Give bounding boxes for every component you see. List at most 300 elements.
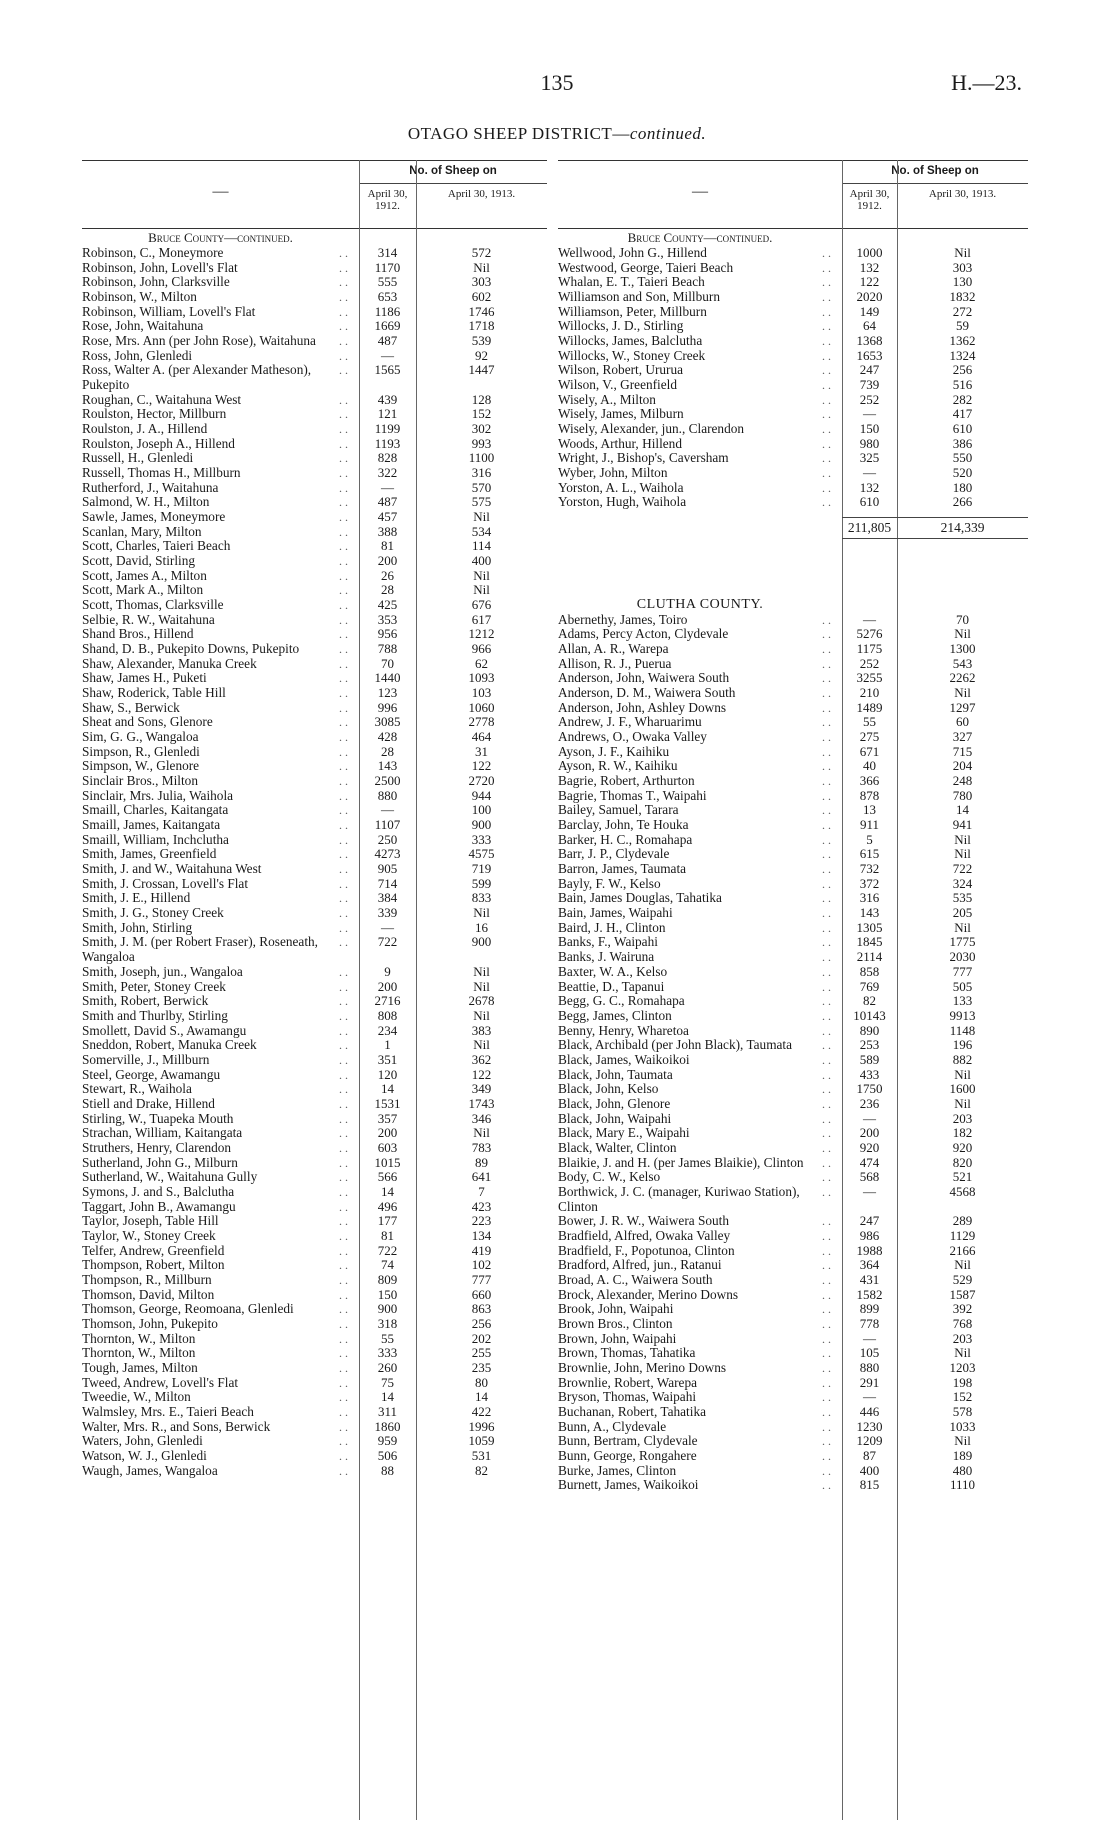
sheep-1912: 55 bbox=[381, 1330, 394, 1346]
owner-name: Brown, John, Waipahi bbox=[558, 1330, 677, 1346]
owner-name: Simpson, R., Glenledi bbox=[82, 743, 200, 759]
section-title: Bruce County—continued. bbox=[627, 230, 773, 245]
left-table bbox=[82, 160, 547, 1820]
leader-dots: . . bbox=[339, 598, 348, 613]
sheep-1912: 1305 bbox=[856, 919, 883, 935]
leader-dots: . . bbox=[339, 1067, 348, 1082]
header-dash: — bbox=[212, 183, 229, 200]
leader-dots: . . bbox=[339, 759, 348, 774]
leader-dots: . . bbox=[822, 774, 831, 789]
owner-name: Taylor, Joseph, Table Hill bbox=[82, 1213, 219, 1229]
owner-name: Somerville, J., Millburn bbox=[82, 1051, 210, 1067]
sheep-1912: 75 bbox=[381, 1374, 394, 1390]
sheep-1913: 204 bbox=[952, 758, 973, 774]
sheep-1912: 339 bbox=[377, 905, 398, 921]
sheep-1913: 182 bbox=[952, 1125, 973, 1141]
leader-dots: . . bbox=[339, 1360, 348, 1375]
leader-dots: . . bbox=[339, 275, 348, 290]
owner-name: Bailey, Samuel, Tarara bbox=[558, 802, 679, 818]
sheep-1913: 14 bbox=[475, 1389, 488, 1405]
sheep-1912: 1440 bbox=[374, 670, 401, 686]
sheep-1913: 2262 bbox=[949, 670, 976, 686]
page-number: 135 bbox=[540, 70, 574, 95]
sheep-1913: 660 bbox=[471, 1286, 492, 1302]
sheep-1912: 384 bbox=[377, 890, 398, 906]
owner-name: Black, John, Waipahi bbox=[558, 1110, 672, 1126]
owner-name: Russell, H., Glenledi bbox=[82, 450, 194, 466]
leader-dots: . . bbox=[822, 1419, 831, 1434]
owner-name: Thompson, R., Millburn bbox=[82, 1271, 212, 1287]
sheep-1912: 81 bbox=[381, 538, 394, 554]
sheep-1913: 768 bbox=[952, 1315, 973, 1331]
sheep-1912: 247 bbox=[859, 362, 880, 378]
leader-dots: . . bbox=[822, 671, 831, 686]
owner-name: Smaill, James, Kaitangata bbox=[82, 817, 221, 833]
owner-name: Bunn, A., Clydevale bbox=[558, 1418, 667, 1434]
sheep-1912: 105 bbox=[859, 1345, 880, 1361]
sheep-1912: — bbox=[863, 1389, 876, 1405]
sheep-1913: 966 bbox=[471, 641, 492, 657]
sheep-1913: 100 bbox=[471, 802, 492, 818]
total-1913: 214,339 bbox=[940, 520, 985, 536]
sheep-1913: 1100 bbox=[468, 450, 495, 466]
owner-name: Brown, Thomas, Tahatika bbox=[558, 1345, 696, 1361]
sheep-1912: — bbox=[381, 802, 394, 818]
sheep-1912: 788 bbox=[377, 641, 398, 657]
sheep-1913: 1297 bbox=[949, 699, 976, 715]
owner-name: Salmond, W. H., Milton bbox=[82, 494, 210, 510]
owner-name: Thornton, W., Milton bbox=[82, 1330, 196, 1346]
sheep-1913: 534 bbox=[471, 523, 492, 539]
sheep-1913: Nil bbox=[473, 582, 490, 598]
owner-name: Roulston, J. A., Hillend bbox=[82, 421, 208, 437]
sheep-1913: 777 bbox=[952, 963, 973, 979]
sheep-1913: Nil bbox=[954, 919, 971, 935]
owner-name: Broad, A. C., Waiwera South bbox=[558, 1271, 713, 1287]
owner-name: Anderson, John, Ashley Downs bbox=[558, 699, 727, 715]
leader-dots: . . bbox=[339, 1419, 348, 1434]
owner-name: Rose, Mrs. Ann (per John Rose), Waitahuna bbox=[82, 333, 316, 349]
owner-name: Banks, J. Wairuna bbox=[558, 949, 655, 965]
sheep-1912: 236 bbox=[859, 1095, 880, 1111]
sheep-1912: 439 bbox=[377, 391, 398, 407]
sheep-1912: 566 bbox=[377, 1169, 398, 1185]
sheep-1913: 7 bbox=[478, 1183, 485, 1199]
sheep-1912: 880 bbox=[859, 1359, 880, 1375]
owner-name: Sawle, James, Moneymore bbox=[82, 509, 226, 525]
sheep-1913: Nil bbox=[473, 259, 490, 275]
leader-dots: . . bbox=[822, 1038, 831, 1053]
owner-name: Sutherland, John G., Milburn bbox=[82, 1154, 238, 1170]
sheep-1912: 314 bbox=[377, 245, 398, 260]
total-rule bbox=[842, 538, 1028, 539]
sheep-1913: 203 bbox=[952, 1330, 973, 1346]
leader-dots: . . bbox=[822, 906, 831, 921]
leader-dots: . . bbox=[822, 642, 831, 657]
sheep-1912: 2020 bbox=[856, 289, 883, 304]
leader-dots: . . bbox=[822, 1111, 831, 1126]
leader-dots: . . bbox=[822, 1067, 831, 1082]
owner-name: Scott, Charles, Taieri Beach bbox=[82, 538, 231, 554]
sheep-1912: 234 bbox=[377, 1022, 398, 1038]
sheep-1912: 890 bbox=[859, 1022, 880, 1038]
leader-dots: . . bbox=[339, 1008, 348, 1023]
sheep-1912: 311 bbox=[377, 1403, 398, 1419]
sheep-1913: 1129 bbox=[949, 1227, 976, 1243]
leader-dots: . . bbox=[339, 1096, 348, 1111]
sheep-1912: 120 bbox=[377, 1066, 398, 1082]
sheep-1913: 60 bbox=[956, 714, 969, 730]
owner-name: Smith, J. E., Hillend bbox=[82, 890, 191, 906]
sheep-1913: 289 bbox=[952, 1213, 973, 1229]
owner-name: Williamson and Son, Millburn bbox=[558, 289, 720, 304]
owner-name: Shand Bros., Hillend bbox=[82, 626, 194, 642]
table-row bbox=[558, 1477, 1028, 1494]
sheep-1913: 1324 bbox=[949, 347, 976, 363]
owner-name: Yorston, A. L., Waihola bbox=[558, 479, 684, 495]
sheep-1912: 732 bbox=[859, 861, 880, 877]
sheep-1912: 858 bbox=[859, 963, 880, 979]
sheep-1913: 1060 bbox=[468, 699, 495, 715]
leader-dots: . . bbox=[339, 1228, 348, 1243]
sheep-1912: 1669 bbox=[374, 318, 401, 334]
sheep-1912: 1 bbox=[384, 1037, 391, 1053]
sheep-1912: 920 bbox=[859, 1139, 880, 1155]
leader-dots: . . bbox=[822, 1390, 831, 1405]
sheep-1912: 291 bbox=[859, 1374, 880, 1390]
sheep-1913: Nil bbox=[473, 1125, 490, 1141]
sheep-1912: 1750 bbox=[856, 1081, 883, 1097]
sheep-1913: Nil bbox=[954, 1433, 971, 1449]
leader-dots: . . bbox=[339, 1170, 348, 1185]
sheep-1913: 102 bbox=[471, 1257, 492, 1273]
leader-dots: . . bbox=[822, 994, 831, 1009]
sheep-1913: 941 bbox=[952, 817, 973, 833]
sheep-1912: 87 bbox=[863, 1447, 876, 1463]
owner-name: Struthers, Henry, Clarendon bbox=[82, 1139, 232, 1155]
owner-name: Black, James, Waikoikoi bbox=[558, 1051, 690, 1067]
sheep-1912: 487 bbox=[377, 494, 398, 510]
sheep-1912: 200 bbox=[377, 978, 398, 994]
sheep-1912: 1186 bbox=[374, 303, 401, 319]
owner-name: Symons, J. and S., Balclutha bbox=[82, 1183, 235, 1199]
sheep-1912: 900 bbox=[377, 1301, 398, 1317]
owner-name: Abernethy, James, Toiro bbox=[558, 611, 688, 627]
owner-name: Sneddon, Robert, Manuka Creek bbox=[82, 1037, 257, 1053]
header-dash: — bbox=[692, 183, 708, 200]
owner-name: Whalan, E. T., Taieri Beach bbox=[558, 274, 705, 290]
owner-name: Buchanan, Robert, Tahatika bbox=[558, 1403, 706, 1419]
sheep-1913: 1832 bbox=[949, 289, 976, 304]
sheep-1912: — bbox=[863, 465, 876, 481]
sheep-1913: 1362 bbox=[949, 333, 976, 349]
sheep-1913: 324 bbox=[952, 875, 973, 891]
sheep-1912: 474 bbox=[859, 1154, 880, 1170]
leader-dots: . . bbox=[339, 1023, 348, 1038]
leader-dots: . . bbox=[822, 1214, 831, 1229]
owner-name: Stewart, R., Waihola bbox=[82, 1081, 192, 1097]
owner-name: Wisely, Alexander, jun., Clarendon bbox=[558, 421, 745, 437]
sheep-1912: 433 bbox=[859, 1066, 880, 1082]
sheep-1913: 1587 bbox=[949, 1286, 976, 1302]
sheep-1913: 1743 bbox=[468, 1095, 495, 1111]
owner-name: Clinton bbox=[558, 1198, 598, 1214]
leader-dots: . . bbox=[339, 979, 348, 994]
owner-name: Bradford, Alfred, jun., Ratanui bbox=[558, 1257, 722, 1273]
sheep-1913: 529 bbox=[952, 1271, 973, 1287]
sheep-1913: 715 bbox=[952, 743, 973, 759]
owner-name: Andrews, O., Owaka Valley bbox=[558, 729, 707, 745]
owner-name: Stiell and Drake, Hillend bbox=[82, 1095, 215, 1111]
owner-name: Shaw, S., Berwick bbox=[82, 699, 180, 715]
sheep-1913: 302 bbox=[471, 421, 492, 437]
sheep-1913: 833 bbox=[471, 890, 492, 906]
leader-dots: . . bbox=[822, 979, 831, 994]
owner-name: Smith, Joseph, jun., Wangaloa bbox=[82, 963, 243, 979]
sheep-1912: 400 bbox=[859, 1462, 880, 1478]
leader-dots: . . bbox=[822, 246, 831, 260]
leader-dots: . . bbox=[822, 422, 831, 437]
sheep-1913: 944 bbox=[471, 787, 492, 803]
sheep-1913: 505 bbox=[952, 978, 973, 994]
owner-name: Walter, Mrs. R., and Sons, Berwick bbox=[82, 1418, 271, 1434]
sheep-1912: 496 bbox=[377, 1198, 398, 1214]
sheep-1913: 256 bbox=[471, 1315, 492, 1331]
sheep-1913: 128 bbox=[471, 391, 492, 407]
leader-dots: . . bbox=[822, 744, 831, 759]
sheep-1913: 617 bbox=[471, 611, 492, 627]
leader-dots: . . bbox=[822, 876, 831, 891]
leader-dots: . . bbox=[339, 642, 348, 657]
sheep-1912: 351 bbox=[377, 1051, 398, 1067]
owner-name: Black, Walter, Clinton bbox=[558, 1139, 677, 1155]
sheep-1913: 82 bbox=[475, 1462, 488, 1478]
total-1912: 211,805 bbox=[847, 520, 892, 536]
sheep-1912: 3085 bbox=[374, 714, 401, 730]
sheep-1912: 55 bbox=[863, 714, 876, 730]
leader-dots: . . bbox=[339, 436, 348, 451]
leader-dots: . . bbox=[822, 1082, 831, 1097]
sheep-1913: 31 bbox=[475, 743, 488, 759]
leader-dots: . . bbox=[339, 920, 348, 935]
owner-name: Wilson, V., Greenfield bbox=[558, 377, 677, 393]
sheep-1913: 1300 bbox=[949, 641, 976, 657]
leader-dots: . . bbox=[822, 1287, 831, 1302]
owner-name: Thomson, George, Reomoana, Glenledi bbox=[82, 1301, 294, 1317]
sheep-1912: 880 bbox=[377, 787, 398, 803]
sheep-1912: 1193 bbox=[374, 435, 401, 451]
sheep-1912: 1988 bbox=[856, 1242, 883, 1258]
sheep-1912: 28 bbox=[381, 582, 394, 598]
leader-dots: . . bbox=[822, 1448, 831, 1463]
sheep-1912: 5 bbox=[866, 831, 873, 847]
sheep-1913: Nil bbox=[473, 978, 490, 994]
page-title bbox=[0, 124, 1114, 144]
sheep-1913: 266 bbox=[952, 494, 973, 510]
sheep-1912: 1845 bbox=[856, 934, 883, 950]
owner-name: Wright, J., Bishop's, Caversham bbox=[558, 450, 729, 466]
owner-name: Wellwood, John G., Hillend bbox=[558, 245, 707, 260]
sheep-1913: 783 bbox=[471, 1139, 492, 1155]
owner-name: Bunn, George, Rongahere bbox=[558, 1447, 697, 1463]
owner-name: Scott, Mark A., Milton bbox=[82, 582, 204, 598]
leader-dots: . . bbox=[822, 788, 831, 803]
sheep-1912: 88 bbox=[381, 1462, 394, 1478]
sheep-1913: 572 bbox=[471, 245, 492, 260]
table-row bbox=[82, 1463, 547, 1480]
owner-name: Thomson, David, Milton bbox=[82, 1286, 215, 1302]
sheep-1913: 480 bbox=[952, 1462, 973, 1478]
sheep-1913: 198 bbox=[952, 1374, 973, 1390]
leader-dots: . . bbox=[822, 1228, 831, 1243]
sheep-1912: 457 bbox=[377, 509, 398, 525]
leader-dots: . . bbox=[339, 774, 348, 789]
sheep-1913: 59 bbox=[956, 318, 969, 334]
leader-dots: . . bbox=[339, 1258, 348, 1273]
sheep-1912: 722 bbox=[377, 934, 398, 950]
sheep-1912: 74 bbox=[381, 1257, 394, 1273]
leader-dots: . . bbox=[822, 1096, 831, 1111]
owner-name: Smaill, Charles, Kaitangata bbox=[82, 802, 229, 818]
sheep-1913: Nil bbox=[954, 1345, 971, 1361]
sheep-1912: 40 bbox=[863, 758, 876, 774]
owner-name: Woods, Arthur, Hillend bbox=[558, 435, 682, 451]
sheep-1912: 1582 bbox=[856, 1286, 883, 1302]
sheep-1912: 996 bbox=[377, 699, 398, 715]
owner-name: Robinson, W., Milton bbox=[82, 289, 197, 304]
sheep-1912: 899 bbox=[859, 1301, 880, 1317]
sheep-1913: Nil bbox=[954, 846, 971, 862]
sheep-1912: 10143 bbox=[853, 1007, 886, 1023]
leader-dots: . . bbox=[339, 495, 348, 510]
sheep-1912: 769 bbox=[859, 978, 880, 994]
owner-name: Wilson, Robert, Ururua bbox=[558, 362, 684, 378]
sheep-1912: 123 bbox=[377, 685, 398, 701]
sheep-1913: 610 bbox=[952, 421, 973, 437]
sheep-1913: 1775 bbox=[949, 934, 976, 950]
sheep-1913: 202 bbox=[471, 1330, 492, 1346]
sheep-1912: 122 bbox=[859, 274, 880, 290]
owner-name: Bower, J. R. W., Waiwera South bbox=[558, 1213, 730, 1229]
sheep-1913: 423 bbox=[471, 1198, 492, 1214]
sheep-1913: 1093 bbox=[468, 670, 495, 686]
leader-dots: . . bbox=[339, 1302, 348, 1317]
table-header bbox=[82, 160, 547, 229]
leader-dots: . . bbox=[822, 480, 831, 495]
leader-dots: . . bbox=[822, 1243, 831, 1258]
sheep-1913: Nil bbox=[473, 963, 490, 979]
sheep-1913: 89 bbox=[475, 1154, 488, 1170]
sheep-1913: 223 bbox=[471, 1213, 492, 1229]
leader-dots: . . bbox=[822, 1008, 831, 1023]
leader-dots: . . bbox=[339, 1140, 348, 1155]
sheep-1912: 2500 bbox=[374, 773, 401, 789]
sheep-1912: 252 bbox=[859, 391, 880, 407]
leader-dots: . . bbox=[339, 246, 348, 260]
owner-name: Barclay, John, Te Houka bbox=[558, 817, 689, 833]
sheep-1912: 388 bbox=[377, 523, 398, 539]
sheep-1912: 250 bbox=[377, 831, 398, 847]
sheep-1912: 200 bbox=[377, 1125, 398, 1141]
header-group-label: No. of Sheep on bbox=[891, 165, 979, 177]
section-title: Bruce County—continued. bbox=[148, 230, 293, 245]
owner-name: Williamson, Peter, Millburn bbox=[558, 303, 707, 319]
owner-name: Russell, Thomas H., Millburn bbox=[82, 465, 241, 481]
leader-dots: . . bbox=[822, 1052, 831, 1067]
sheep-1912: — bbox=[863, 406, 876, 422]
leader-dots: . . bbox=[339, 1082, 348, 1097]
owner-name: Begg, G. C., Romahapa bbox=[558, 993, 685, 1009]
leader-dots: . . bbox=[822, 920, 831, 935]
sheep-1912: 14 bbox=[381, 1183, 394, 1199]
sheep-1913: 719 bbox=[471, 861, 492, 877]
owner-name: Baird, J. H., Clinton bbox=[558, 919, 666, 935]
owner-name: Brown Bros., Clinton bbox=[558, 1315, 673, 1331]
leader-dots: . . bbox=[822, 378, 831, 393]
sheep-1913: 2720 bbox=[468, 773, 495, 789]
leader-dots: . . bbox=[339, 1272, 348, 1287]
owner-name: Sutherland, W., Waitahuna Gully bbox=[82, 1169, 258, 1185]
owner-name: Shaw, Roderick, Table Hill bbox=[82, 685, 226, 701]
leader-dots: . . bbox=[822, 759, 831, 774]
sheep-1913: 103 bbox=[471, 685, 492, 701]
leader-dots: . . bbox=[822, 495, 831, 510]
owner-name: Smith and Thurlby, Stirling bbox=[82, 1007, 228, 1023]
sheep-1912: 364 bbox=[859, 1257, 880, 1273]
title-continued: continued. bbox=[629, 124, 707, 143]
sheep-1913: 2166 bbox=[949, 1242, 976, 1258]
sheep-1912: 809 bbox=[377, 1271, 398, 1287]
sheep-1913: Nil bbox=[954, 626, 971, 642]
owner-name: Smaill, William, Inchclutha bbox=[82, 831, 229, 847]
sheep-1912: 1107 bbox=[374, 817, 401, 833]
owner-name: Willocks, W., Stoney Creek bbox=[558, 347, 706, 363]
leader-dots: . . bbox=[339, 994, 348, 1009]
sheep-1913: 863 bbox=[471, 1301, 492, 1317]
sheep-1913: 2778 bbox=[468, 714, 495, 730]
leader-dots: . . bbox=[339, 1463, 348, 1478]
sheep-1912: 5276 bbox=[856, 626, 883, 642]
sheep-1912: 149 bbox=[859, 303, 880, 319]
leader-dots: . . bbox=[822, 466, 831, 481]
owner-name: Bain, James Douglas, Tahatika bbox=[558, 890, 722, 906]
sheep-1913: 282 bbox=[952, 391, 973, 407]
owner-name: Benny, Henry, Wharetoa bbox=[558, 1022, 689, 1038]
leader-dots: . . bbox=[339, 260, 348, 275]
sheep-1912: 986 bbox=[859, 1227, 880, 1243]
table-header bbox=[558, 160, 1028, 229]
sheep-1912: 431 bbox=[859, 1271, 880, 1287]
sheep-1913: Nil bbox=[473, 905, 490, 921]
leader-dots: . . bbox=[822, 290, 831, 304]
sheep-1913: 780 bbox=[952, 787, 973, 803]
sheep-1913: 62 bbox=[475, 655, 488, 671]
sheep-1913: 1600 bbox=[949, 1081, 976, 1097]
leader-dots: . . bbox=[339, 510, 348, 525]
sheep-1912: 81 bbox=[381, 1227, 394, 1243]
owner-name: Ross, John, Glenledi bbox=[82, 347, 193, 363]
owner-name: Wyber, John, Milton bbox=[558, 465, 668, 481]
sheep-1912: 14 bbox=[381, 1389, 394, 1405]
owner-name: Taggart, John B., Awamangu bbox=[82, 1198, 236, 1214]
leader-dots: . . bbox=[339, 334, 348, 349]
sheep-1913: 235 bbox=[471, 1359, 492, 1375]
leader-dots: . . bbox=[822, 392, 831, 407]
leader-dots: . . bbox=[339, 671, 348, 686]
sheep-1913: Nil bbox=[954, 1066, 971, 1082]
owner-name: Bradfield, F., Popotunoa, Clinton bbox=[558, 1242, 735, 1258]
sheep-1912: 247 bbox=[859, 1213, 880, 1229]
